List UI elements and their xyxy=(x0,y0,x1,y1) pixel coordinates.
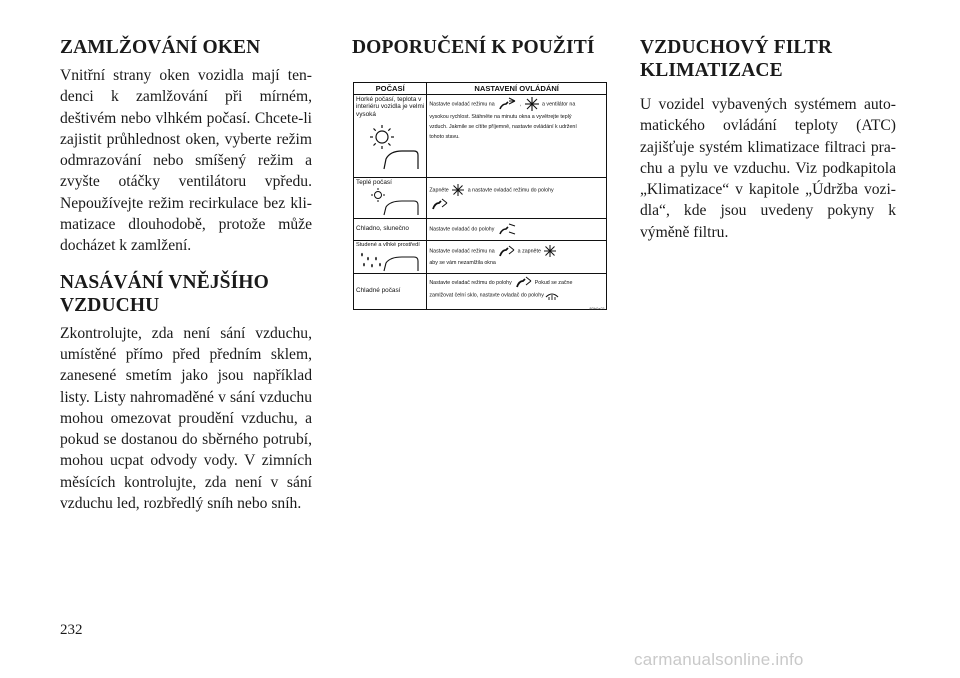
setting-cold-3: zamlžovat čelní sklo, nastavte ovladač do polohy xyxy=(429,292,544,299)
setting-humid-2: a zapněte xyxy=(517,248,541,255)
table-cell-condition xyxy=(354,178,427,219)
ac-snowflake-icon xyxy=(542,244,558,258)
mix-mode-icon xyxy=(496,244,516,258)
rain-over-car-icon xyxy=(358,249,422,273)
table-header-row xyxy=(354,83,607,95)
setting-humid-1: Nastavte ovladač režimu na xyxy=(429,248,495,255)
heading-window-fogging: ZAMLŽOVÁNÍ OKEN xyxy=(60,37,261,58)
table-cell-setting xyxy=(427,178,607,219)
figure-code: 80b0a21 xyxy=(589,306,605,311)
setting-warm-1: Zapněte xyxy=(429,187,449,194)
small-sun-over-car-icon xyxy=(368,187,420,217)
condition-cold-weather: Chladné počasí xyxy=(356,287,401,294)
heading-operating-tips: DOPORUČENÍ K POUŽITÍ xyxy=(352,37,595,58)
ac-snowflake-icon xyxy=(523,96,541,112)
setting-hot-5: tohoto stavu. xyxy=(429,134,460,140)
ac-snowflake-icon xyxy=(450,183,466,197)
sun-over-car-icon xyxy=(368,123,420,173)
setting-humid-3: aby se vám nezamlžila okna xyxy=(429,260,496,266)
paragraph-ac-air-filter: U vozidel vybavených systémem auto- matického ovládání teploty (ATC) zajišťuje systém klimatizace filtraci pra- chu a pylu ve vzduchu. Viz podkapitola „Klimatizace“ v kapitole „Údržba vozi- dla“, kde jsou uvedeny pokyny k výměně filtru. xyxy=(640,96,896,241)
defrost-icon xyxy=(545,289,559,301)
condition-hot-weather: Horké počasí, teplota v interiéru vozidla je velmi vysoká xyxy=(356,96,425,118)
column-right xyxy=(640,36,896,255)
setting-cold-1: Nastavte ovladač režimu do polohy xyxy=(429,279,512,286)
condition-cold-humid: Studené a vlhké prostředí xyxy=(356,242,420,248)
table-cell-setting xyxy=(427,219,607,241)
table-row xyxy=(354,274,607,310)
setting-cool-1: Nastavte ovladač do polohy xyxy=(429,226,495,233)
table-cell-condition xyxy=(354,219,427,241)
heading-outside-air-intake xyxy=(60,271,312,317)
table-row xyxy=(354,219,607,241)
floor-mode-icon xyxy=(429,197,449,211)
setting-cold-2: Pokud se začne xyxy=(534,279,573,286)
setting-hot-1: Nastavte ovladač režimu na xyxy=(429,101,495,108)
column-middle xyxy=(352,36,610,65)
heading-outside-air-intake-line2: VZDUCHU xyxy=(60,294,160,316)
floor-mode-icon xyxy=(513,276,533,289)
setting-warm-2: a nastavte ovladač režimu do polohy xyxy=(467,187,554,194)
table-cell-setting xyxy=(427,274,607,310)
table-cell-setting: Nastavte ovladač režimu na , a ventilátor na vysokou rychlost. Stáhněte na minutu okna a vyvětrejte teplý vzduch. Jakmile se cítíte příjemně, nastavte ovládání k udržení tohoto stavu. xyxy=(427,95,607,178)
table-cell-condition xyxy=(354,274,427,310)
column-left xyxy=(60,36,312,526)
paragraph-window-fogging: Vnitřní strany oken vozidla mají ten- denci k zamlžování při mírném, deštivém nebo vlhkém počasí. Chcete-li zajistit průhlednost oken, vyberte režim odmrazování nebo smíšený režim a zvyšte otáčky ventilátoru vpředu. Nepoužívejte režim recirkulace bez kli- matizace dlouhodobě, protože může docházet k zamlžení. xyxy=(60,67,312,255)
table-header-conditions: POČASÍ xyxy=(354,83,427,95)
setting-hot-2: a ventilátor na xyxy=(542,101,576,108)
heading-outside-air-intake-line1: NASÁVÁNÍ VNĚJŠÍHO xyxy=(60,271,269,293)
watermark: carmanualsonline.info xyxy=(634,650,804,669)
table-row xyxy=(354,95,607,178)
table-row xyxy=(354,241,607,274)
operating-tips-table xyxy=(353,82,607,310)
page-number: 232 xyxy=(60,622,83,638)
bi-level-mode-icon xyxy=(496,222,518,236)
table-row xyxy=(354,178,607,219)
condition-warm-weather: Teplé počasí xyxy=(356,179,392,186)
heading-ac-air-filter-line2: KLIMATIZACE xyxy=(640,60,783,81)
vent-mode-icon xyxy=(496,97,518,111)
table-header-settings: NASTAVENÍ OVLÁDÁNÍ xyxy=(427,83,607,95)
operating-tips-figure xyxy=(353,82,607,312)
setting-hot-3: vysokou rychlost. Stáhněte na minutu okna a vyvětrejte teplý xyxy=(429,114,572,120)
table-cell-condition xyxy=(354,241,427,274)
setting-hot-4: vzduch. Jakmile se cítíte příjemně, nastavte ovládání k udržení xyxy=(429,124,577,130)
condition-cool-sunny: Chladno, slunečno xyxy=(356,225,409,232)
paragraph-outside-air-intake: Zkontrolujte, zda není sání vzduchu, umístěné přímo před předním sklem, zanesené smetím jako jsou například listy. Listy nahromaděné v sání vzduchu mohou omezovat proudění vzduchu, a pokud se dostanou do sběrného potrubí, mohou ucpat odvody vody. V zimních měsících kontrolujte, zda není v sání vzduchu led, rozbředlý sníh nebo sníh. xyxy=(60,324,312,513)
heading-ac-air-filter xyxy=(640,36,896,82)
heading-ac-air-filter-line1: VZDUCHOVÝ FILTR xyxy=(640,37,833,58)
table-cell-condition xyxy=(354,95,427,178)
table-cell-setting xyxy=(427,241,607,274)
